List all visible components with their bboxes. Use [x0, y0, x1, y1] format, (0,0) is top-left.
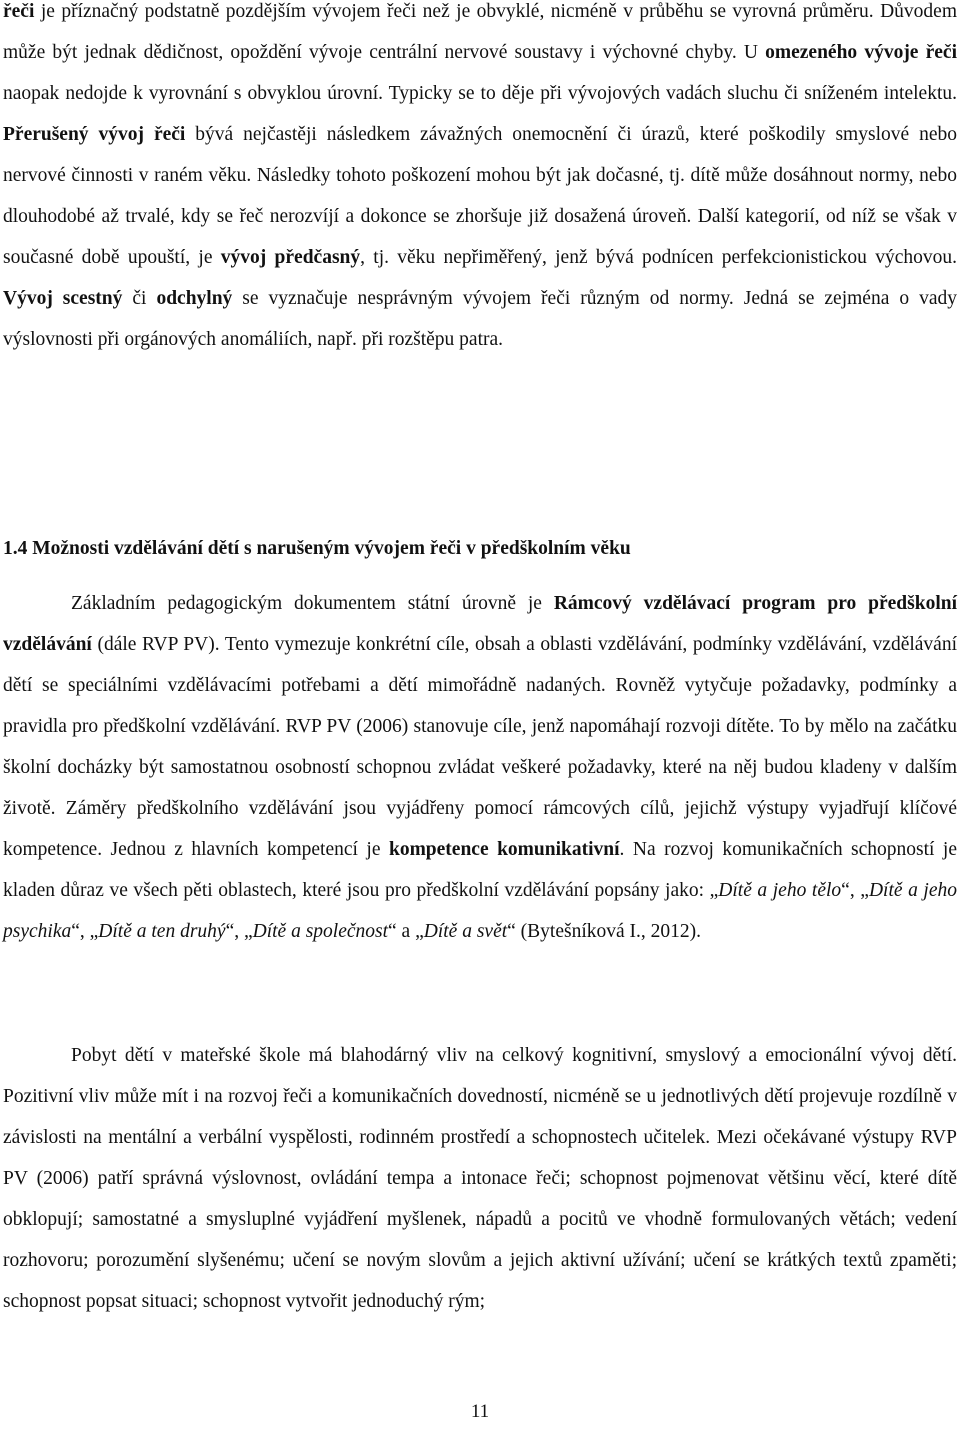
italic-term: Dítě a ten druhý: [98, 921, 226, 942]
bold-term: Přerušený vývoj řeči: [3, 124, 186, 145]
page-number: 11: [470, 1401, 490, 1422]
text-run: “, „: [71, 921, 99, 942]
italic-term: Dítě a jeho psychika: [3, 880, 958, 942]
bold-term: kompetence komunikativní: [388, 839, 620, 860]
bold-term: odchylný: [156, 288, 233, 309]
text-run: “, „: [225, 921, 253, 942]
text-run: se vyznačuje nesprávným vývojem řeči různým od normy. Jedná se zejména o vady výslovnosti při orgánových anomáliích, např. při rozštěpu patra.: [3, 288, 957, 350]
bold-term: řeči: [3, 1, 35, 22]
bold-term: vývoj předčasný: [220, 247, 361, 268]
text-run: naopak nedojde k vyrovnání s obvyklou úrovní. Typicky se to děje při vývojových vadách sluchu či sníženém intelektu.: [3, 83, 957, 104]
text-run: (dále RVP PV). Tento vymezuje konkrétní cíle, obsah a oblasti vzdělávání, podmínky vzdělávání, vzdělávání dětí se speciálními vzdělávacími potřebami a dětí mimořádně nadaných. Rovněž vytyčuje požadavky, podmínky a pravidla pro předškolní vzdělávání. RVP PV (2006) stanovuje cíle, jenž napomáhají rozvoji dítěte. To by mělo na začátku školní docházky být samostatnou osobností schopnou zvládat veškeré požadavky, které na něj budou kladeny v dalším životě. Záměry předškolního vzdělávání jsou vyjádřeny pomocí rámcových cílů, jejichž výstupy vyjadřují klíčové kompetence. Jednou z hlavních kompetencí je: [3, 634, 957, 860]
text-run: Základním pedagogickým dokumentem státní úrovně je: [71, 593, 554, 614]
text-run: je příznačný podstatně pozdějším vývojem řeči než je obvyklé, nicméně v průběhu se vyrovná průměru. Důvodem může být jednak dědičnost, opoždění vývoje centrální nervové soustavy i výchovné chyby. U: [3, 1, 957, 63]
bold-term: Vývoj scestný: [3, 288, 123, 309]
italic-term: Dítě a společnost: [252, 921, 389, 942]
text-run: “, „: [841, 880, 869, 901]
italic-term: Dítě a svět: [423, 921, 508, 942]
text-run: či: [122, 288, 157, 309]
text-run: , tj. věku nepřiměřený, jenž bývá podnícen perfekcionistickou výchovou.: [360, 247, 957, 268]
text-run: . Na rozvoj komunikačních schopností je kladen důraz ve všech pěti oblastech, které jsou pro předškolní vzdělávání popsány jako:: [3, 839, 958, 901]
italic-term: Dítě a jeho tělo: [718, 880, 842, 901]
text-run: „: [709, 880, 719, 901]
paragraph-kindergarten: Pobyt dětí v mateřské škole má blahodárný vliv na celkový kognitivní, smyslový a emocionální vývoj dětí. Pozitivní vliv může mít i na rozvoj řeči a komunikačních dovedností, nicméně se u jednotlivých dětí projevuje rozdílně v závislosti na mentální a verbální vyspělosti, rodinném prostředí a schopnostech učitelek. Mezi očekávané výstupy RVP PV (2006) patří správná výslovnost, ovládání tempa a intonace řeči; schopnost pojmenovat většinu věcí, které dítě obklopují; samostatné a smysluplné vyjádření myšlenek, nápadů a pocitů ve vhodně formulovaných větách; vedení rozhovoru; porozumění slyšenému; učení se novým slovům a jejich aktivní užívání; učení se krátkých textů zpaměti; schopnost popsat situaci; schopnost vytvořit jednoduchý rým;: [3, 1045, 957, 1312]
paragraph-speech-development-types: [3, 0, 957, 360]
text-run: “ a „: [388, 921, 424, 942]
text-run: “ (Bytešníková I., 2012).: [507, 921, 702, 942]
bold-term: Rámcový vzdělávací program pro předškolní vzdělávání: [3, 593, 957, 655]
bold-term: omezeného vývoje řeči: [765, 42, 957, 63]
section-heading: 1.4 Možnosti vzdělávání dětí s narušeným vývojem řeči v předškolním věku: [3, 538, 631, 559]
text-run: bývá nejčastěji následkem závažných onemocnění či úrazů, které poškodily smyslové nebo nervové činnosti v raném věku. Následky tohoto poškození mohou být jak dočasné, tj. dítě může dosáhnout normy, nebo dlouhodobé až trvalé, kdy se řeč nerozvíjí a dokonce se zhoršuje již dosažená úroveň. Další kategorií, od níž se však v současné době upouští, je: [3, 124, 957, 268]
paragraph-rvp-pv: [3, 583, 957, 952]
